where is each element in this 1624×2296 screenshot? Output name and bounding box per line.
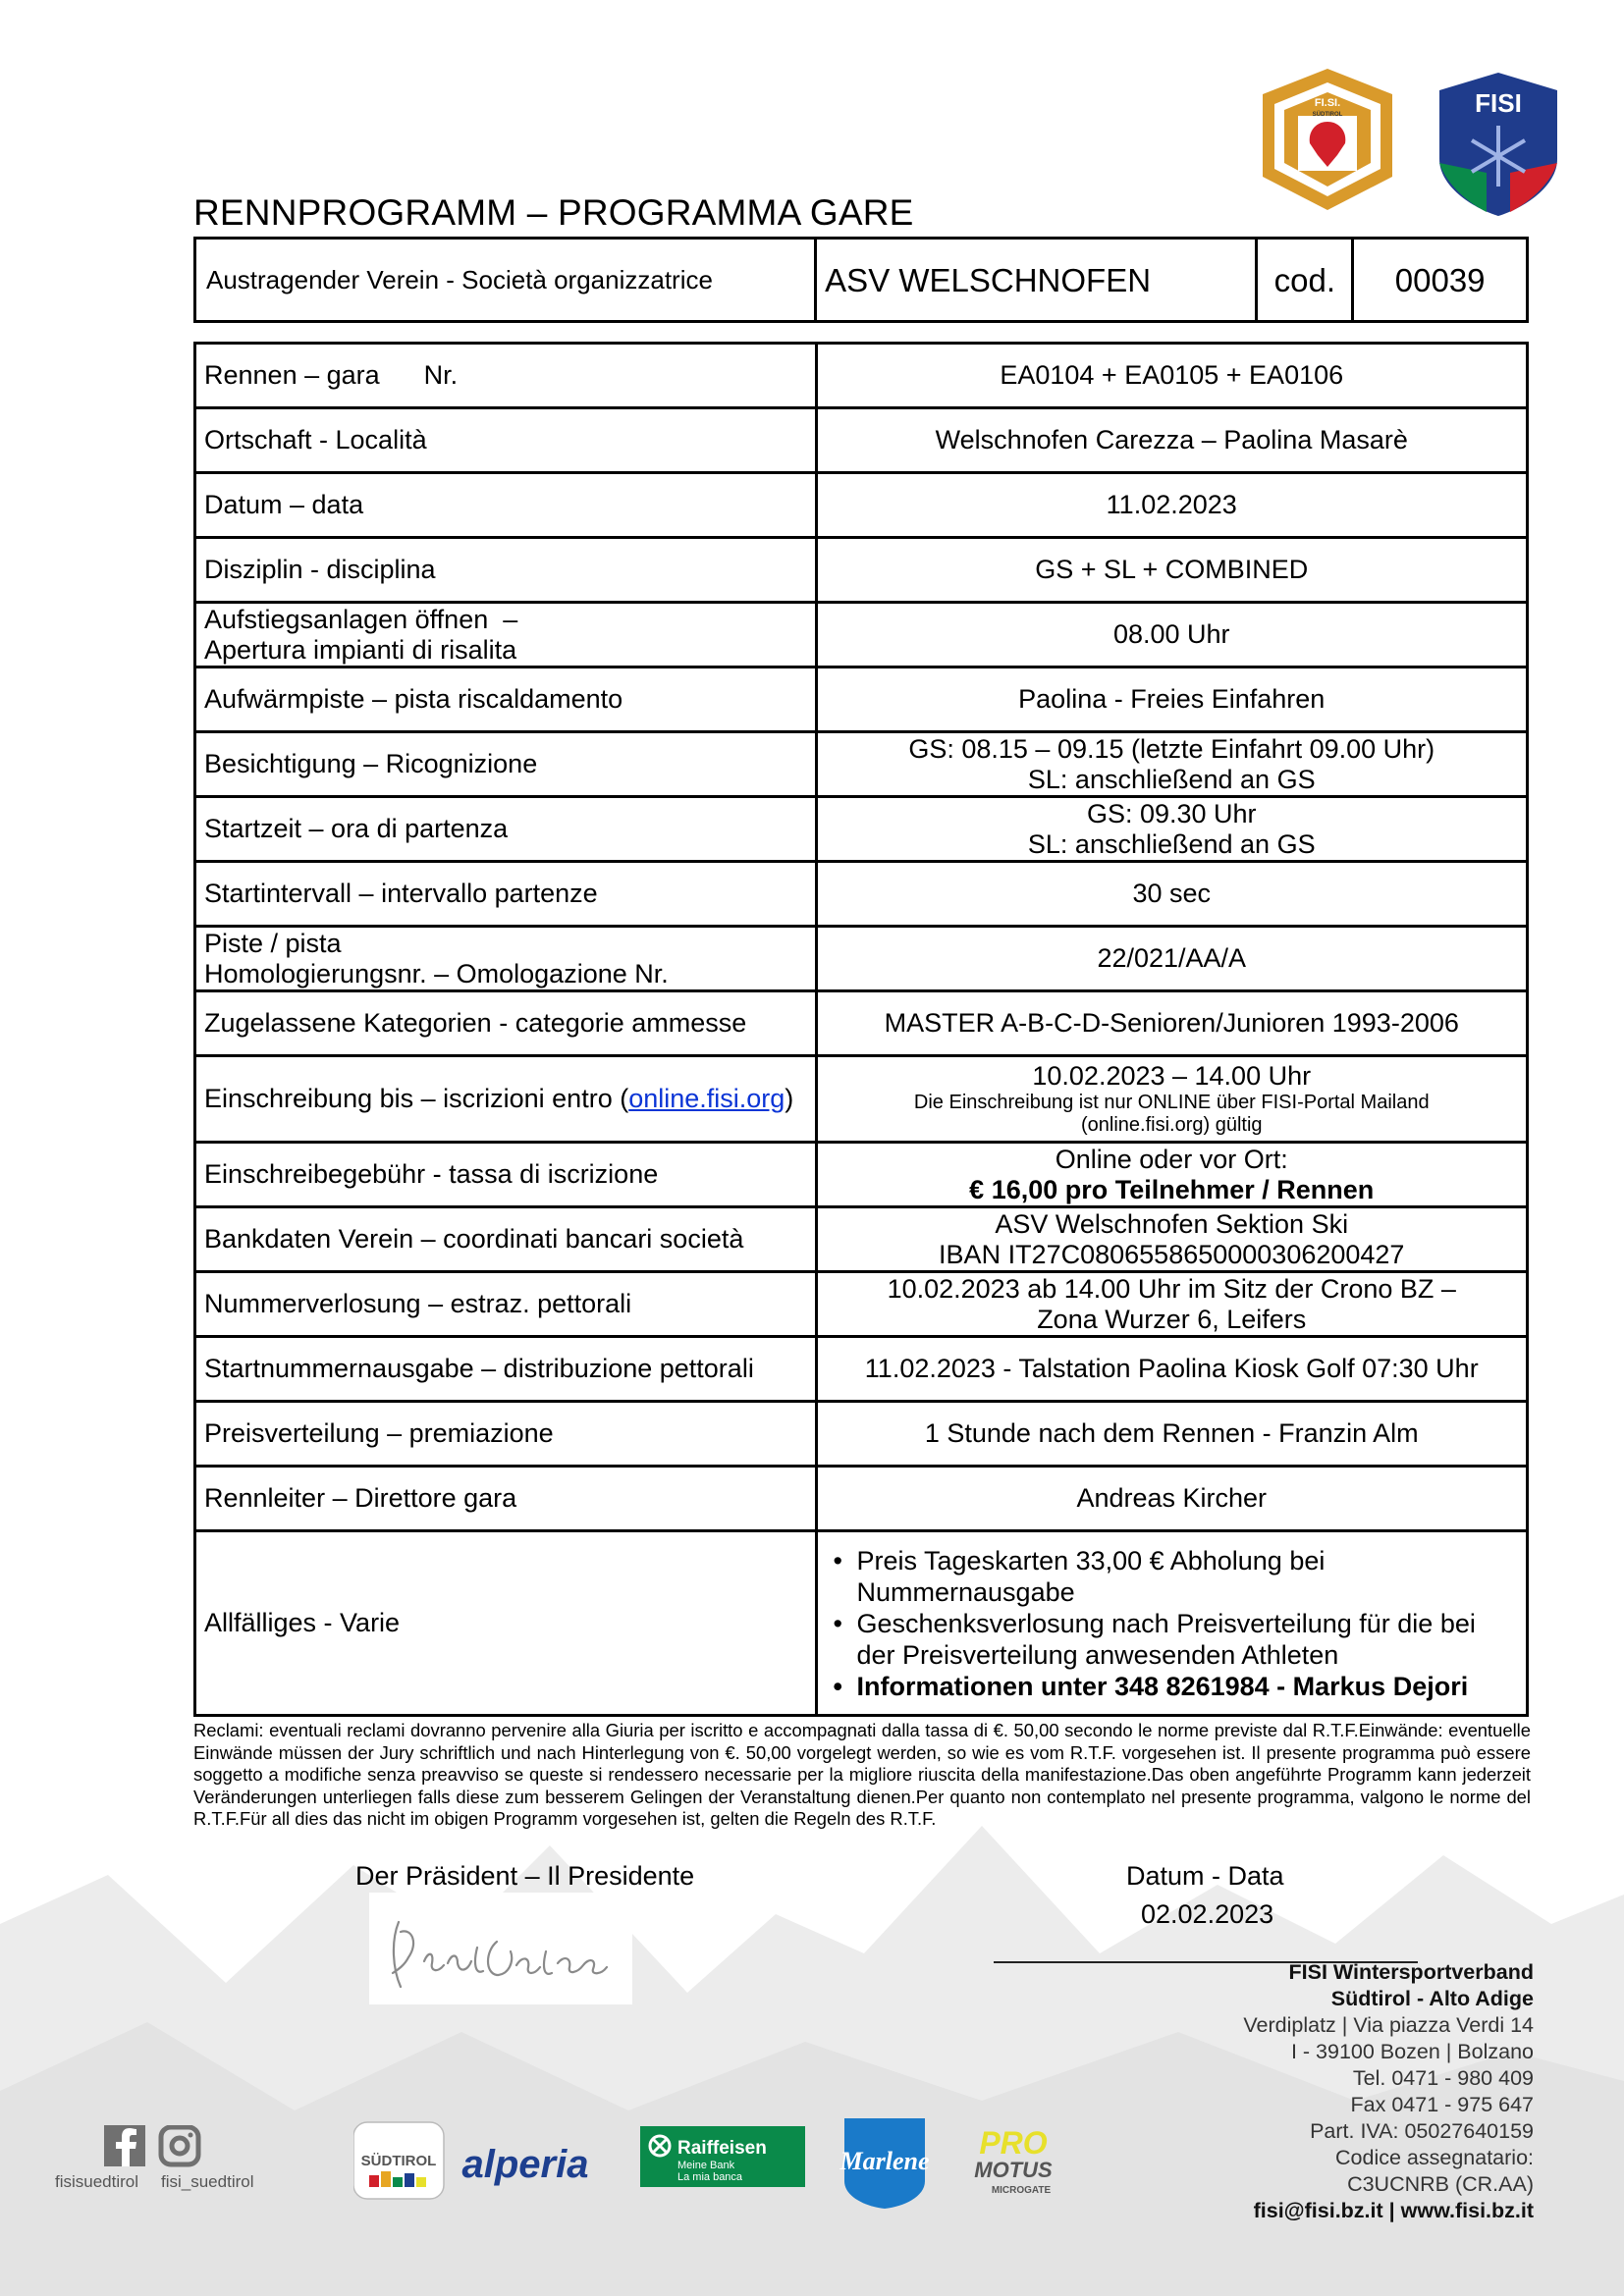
svg-text:MICROGATE: MICROGATE bbox=[991, 2185, 1052, 2196]
row-registration bbox=[195, 1056, 1528, 1143]
piste-label bbox=[195, 927, 817, 991]
svg-text:FI.SI.: FI.SI. bbox=[1314, 97, 1341, 109]
instagram-icon bbox=[161, 2127, 198, 2164]
row-warmup bbox=[195, 667, 1528, 732]
race-label: Rennen – gara Nr. bbox=[195, 344, 817, 408]
fee-value bbox=[816, 1143, 1528, 1207]
draw-value-line: Zona Wurzer 6, Leifers bbox=[1037, 1304, 1307, 1334]
director-value: Andreas Kircher bbox=[816, 1467, 1528, 1531]
interval-value: 30 sec bbox=[816, 862, 1528, 927]
draw-value-line: 10.02.2023 ab 14.00 Uhr im Sitz der Crono BZ – bbox=[887, 1273, 1456, 1304]
svg-text:La mia banca: La mia banca bbox=[677, 2171, 743, 2183]
misc-item: • Geschenksverlosung nach Preisverteilung für die bei der Preisverteilung anwesenden Athleten bbox=[828, 1608, 1517, 1671]
place-value: Welschnofen Carezza – Paolina Masarè bbox=[816, 408, 1528, 473]
fee-value-line: Online oder vor Ort: bbox=[1055, 1144, 1288, 1174]
sponsor-logos bbox=[353, 2112, 1080, 2211]
row-race bbox=[195, 344, 1528, 408]
marlene-logo bbox=[839, 2118, 930, 2209]
svg-text:SÜDTIROL: SÜDTIROL bbox=[360, 2153, 437, 2169]
organizer-name: ASV WELSCHNOFEN bbox=[816, 239, 1257, 322]
lifts-label-line: Aufstiegsanlagen öffnen – bbox=[204, 604, 518, 634]
lifts-label bbox=[195, 603, 817, 667]
org-name-line: Südtirol - Alto Adige bbox=[1330, 1987, 1534, 2010]
promotus-logo bbox=[974, 2125, 1053, 2196]
inspection-value bbox=[816, 732, 1528, 797]
discipline-label: Disziplin - disciplina bbox=[195, 538, 817, 603]
registration-label-text: Einschreibung bis – iscrizioni entro ( bbox=[204, 1084, 629, 1113]
address-line: I - 39100 Bozen | Bolzano bbox=[1290, 2040, 1534, 2063]
lifts-value: 08.00 Uhr bbox=[816, 603, 1528, 667]
registration-deadline: 10.02.2023 – 14.00 Uhr bbox=[1032, 1061, 1312, 1091]
suedtirol-logo bbox=[353, 2122, 444, 2199]
warmup-value: Paolina - Freies Einfahren bbox=[816, 667, 1528, 732]
interval-label: Startintervall – intervallo partenze bbox=[195, 862, 817, 927]
facebook-icon bbox=[104, 2125, 145, 2166]
place-label: Ortschaft - Località bbox=[195, 408, 817, 473]
registration-value bbox=[816, 1056, 1528, 1143]
instagram-handle: fisi_suedtirol bbox=[161, 2172, 254, 2191]
misc-item: • Preis Tageskarten 33,00 € Abholung bei Nummernausgabe bbox=[828, 1545, 1517, 1608]
row-discipline bbox=[195, 538, 1528, 603]
date-label: Datum – data bbox=[195, 473, 817, 538]
discipline-value: GS + SL + COMBINED bbox=[816, 538, 1528, 603]
vat-number: Part. IVA: 05027640159 bbox=[1310, 2119, 1534, 2143]
organizer-label: Austragender Verein - Società organizzatrice bbox=[195, 239, 816, 322]
bibs-value: 11.02.2023 - Talstation Paolina Kiosk Golf 07:30 Uhr bbox=[816, 1337, 1528, 1402]
start-value-line: SL: anschließend an GS bbox=[1027, 828, 1316, 859]
piste-label-line: Homologierungsnr. – Omologazione Nr. bbox=[204, 958, 669, 988]
misc-item: • Informationen unter 348 8261984 - Markus Dejori bbox=[828, 1671, 1517, 1702]
row-awards bbox=[195, 1402, 1528, 1467]
draw-label: Nummerverlosung – estraz. pettorali bbox=[195, 1272, 817, 1337]
start-value bbox=[816, 797, 1528, 862]
row-piste bbox=[195, 927, 1528, 991]
president-signature bbox=[369, 1893, 632, 2004]
svg-text:FISI: FISI bbox=[1475, 88, 1522, 118]
row-draw bbox=[195, 1272, 1528, 1337]
registration-note: (online.fisi.org) gültig bbox=[1080, 1114, 1263, 1136]
row-bank bbox=[195, 1207, 1528, 1272]
row-start bbox=[195, 797, 1528, 862]
awards-label: Preisverteilung – premiazione bbox=[195, 1402, 817, 1467]
document-title: RENNPROGRAMM – PROGRAMMA GARE bbox=[193, 192, 914, 233]
registration-label-close: ) bbox=[785, 1084, 794, 1113]
row-lifts bbox=[195, 603, 1528, 667]
fee-amount: € 16,00 pro Teilnehmer / Rennen bbox=[969, 1174, 1375, 1204]
race-value: EA0104 + EA0105 + EA0106 bbox=[816, 344, 1528, 408]
categories-label: Zugelassene Kategorien - categorie ammesse bbox=[195, 991, 817, 1056]
org-name-line: FISI Wintersportverband bbox=[1288, 1960, 1534, 1984]
row-inspection bbox=[195, 732, 1528, 797]
misc-label: Allfälliges - Varie bbox=[195, 1531, 817, 1716]
alperia-logo: alperia bbox=[461, 2143, 589, 2186]
svg-text:Marlene: Marlene bbox=[839, 2147, 930, 2175]
date-value: 11.02.2023 bbox=[816, 473, 1528, 538]
row-date bbox=[195, 473, 1528, 538]
address-line: Verdiplatz | Via piazza Verdi 14 bbox=[1243, 2013, 1534, 2037]
fisi-address-block bbox=[1243, 1959, 1534, 2224]
misc-value bbox=[816, 1531, 1528, 1716]
raiffeisen-logo bbox=[640, 2126, 805, 2187]
organizer-table bbox=[193, 237, 1529, 323]
svg-text:Raiffeisen: Raiffeisen bbox=[677, 2138, 767, 2159]
bank-account-name: ASV Welschnofen Sektion Ski bbox=[995, 1208, 1349, 1239]
svg-text:Meine Bank: Meine Bank bbox=[677, 2160, 735, 2171]
svg-text:PRO: PRO bbox=[979, 2125, 1048, 2161]
assignee-code-label: Codice assegnatario: bbox=[1335, 2146, 1534, 2169]
registration-link[interactable]: online.fisi.org bbox=[628, 1084, 785, 1113]
inspection-label: Besichtigung – Ricognizione bbox=[195, 732, 817, 797]
fisi-suedtirol-logo bbox=[1263, 69, 1392, 210]
bank-iban: IBAN IT27C0806558650000306200427 bbox=[939, 1239, 1405, 1269]
bank-value bbox=[816, 1207, 1528, 1272]
bank-label: Bankdaten Verein – coordinati bancari società bbox=[195, 1207, 817, 1272]
categories-value: MASTER A-B-C-D-Senioren/Junioren 1993-2006 bbox=[816, 991, 1528, 1056]
signature-date-value: 02.02.2023 bbox=[1141, 1899, 1274, 1929]
row-interval bbox=[195, 862, 1528, 927]
fax-number: Fax 0471 - 975 647 bbox=[1350, 2093, 1534, 2116]
svg-text:SÜDTIROL: SÜDTIROL bbox=[1312, 112, 1343, 118]
header-logos bbox=[1247, 61, 1571, 218]
registration-label bbox=[195, 1056, 817, 1143]
row-categories bbox=[195, 991, 1528, 1056]
president-label: Der Präsident – Il Presidente bbox=[355, 1861, 695, 1891]
row-fee bbox=[195, 1143, 1528, 1207]
registration-note: Die Einschreibung ist nur ONLINE über FISI-Portal Mailand bbox=[913, 1092, 1430, 1113]
warmup-label: Aufwärmpiste – pista riscaldamento bbox=[195, 667, 817, 732]
inspection-value-line: GS: 08.15 – 09.15 (letzte Einfahrt 09.00 Uhr) bbox=[908, 733, 1435, 764]
piste-label-line: Piste / pista bbox=[204, 928, 342, 958]
fine-print: Reclami: eventuali reclami dovranno pervenire alla Giuria per iscritto e accompagnati dalla tassa di €. 50,00 secondo le norme previste dal R.T.F.Einwände: eventuelle Einwände müssen der Jury schriftlich und nach Hinterlegung von €. 50,00 vorgelegt werden, so wie es vom R.T.F. vorgesehen ist. Il presente programma può essere soggetto a modifiche senza preavviso se queste si rendessero necessarie per la migliore riuscita della manifestazione.Das oben angeführte Programm kann jederzeit Veränderungen unterliegen falls diese zum besserem Gelingen der Veranstaltung dienen.Per quanto non contemplato nel presente programma, valgono le norme del R.T.F.Für all dies das nicht im obigen Programm vorgesehen ist, gelten die Regeln des R.T.F. bbox=[193, 1720, 1531, 1829]
phone-number: Tel. 0471 - 980 409 bbox=[1352, 2066, 1534, 2090]
row-bibs bbox=[195, 1337, 1528, 1402]
start-label: Startzeit – ora di partenza bbox=[195, 797, 817, 862]
row-director bbox=[195, 1467, 1528, 1531]
start-value-line: GS: 09.30 Uhr bbox=[1086, 798, 1257, 828]
signature-date-label: Datum - Data bbox=[1126, 1861, 1284, 1891]
race-program-table bbox=[193, 342, 1529, 1717]
contact-links[interactable]: fisi@fisi.bz.it | www.fisi.bz.it bbox=[1253, 2199, 1534, 2222]
draw-value bbox=[816, 1272, 1528, 1337]
fisi-logo bbox=[1439, 73, 1557, 216]
row-place bbox=[195, 408, 1528, 473]
assignee-code: C3UCNRB (CR.AA) bbox=[1347, 2172, 1534, 2196]
bibs-label: Startnummernausgabe – distribuzione pettorali bbox=[195, 1337, 817, 1402]
facebook-handle: fisisuedtirol bbox=[55, 2172, 139, 2191]
awards-value: 1 Stunde nach dem Rennen - Franzin Alm bbox=[816, 1402, 1528, 1467]
svg-text:MOTUS: MOTUS bbox=[974, 2158, 1053, 2182]
misc-list bbox=[828, 1545, 1517, 1702]
director-label: Rennleiter – Direttore gara bbox=[195, 1467, 817, 1531]
row-misc bbox=[195, 1531, 1528, 1716]
inspection-value-line: SL: anschließend an GS bbox=[1027, 764, 1316, 794]
lifts-label-line: Apertura impianti di risalita bbox=[204, 634, 517, 665]
piste-value: 22/021/AA/A bbox=[816, 927, 1528, 991]
fee-label: Einschreibegebühr - tassa di iscrizione bbox=[195, 1143, 817, 1207]
organizer-code: 00039 bbox=[1353, 239, 1528, 322]
code-label: cod. bbox=[1257, 239, 1353, 322]
